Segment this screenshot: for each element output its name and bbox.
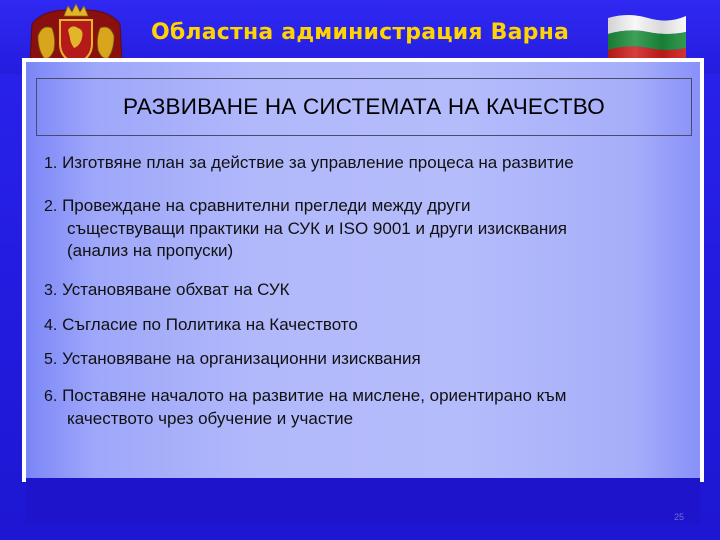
page-title: Областна администрация Варна <box>150 20 570 45</box>
item-text: Съгласие по Политика на Качеството <box>62 315 358 334</box>
item-text-continued: качеството чрез обучение и участие <box>67 409 354 428</box>
item-number: 2. <box>44 198 58 215</box>
item-number: 3. <box>44 282 58 299</box>
item-text: Установяване на организационни изисквания <box>62 349 421 368</box>
item-number: 4. <box>44 317 58 334</box>
slide-subtitle: РАЗВИВАНЕ НА СИСТЕМАТА НА КАЧЕСТВО <box>123 94 605 119</box>
item-text-continued: съществуващи практики на СУК и ISO 9001 и други изисквания <box>67 219 567 238</box>
item-text-continued: (анализ на пропуски) <box>67 241 234 260</box>
list-item <box>44 348 694 371</box>
list-item <box>44 195 694 262</box>
item-number: 5. <box>44 351 58 368</box>
subtitle-box <box>36 78 692 136</box>
item-number: 1. <box>44 155 58 172</box>
item-number: 6. <box>44 388 58 405</box>
item-text: Поставяне началото на развитие на мислене, ориентирано към <box>62 386 567 405</box>
list-item <box>44 279 694 302</box>
list-item <box>44 314 694 337</box>
item-text: Провеждане на сравнителни прегледи между други <box>62 196 471 215</box>
item-text: Изготвяне план за действие за управление процеса на развитие <box>62 153 574 172</box>
footer-band <box>26 478 700 524</box>
page-number: 25 <box>673 512 684 522</box>
item-text: Установяване обхват на СУК <box>62 280 290 299</box>
list-item <box>44 152 694 175</box>
list-item <box>44 385 694 430</box>
